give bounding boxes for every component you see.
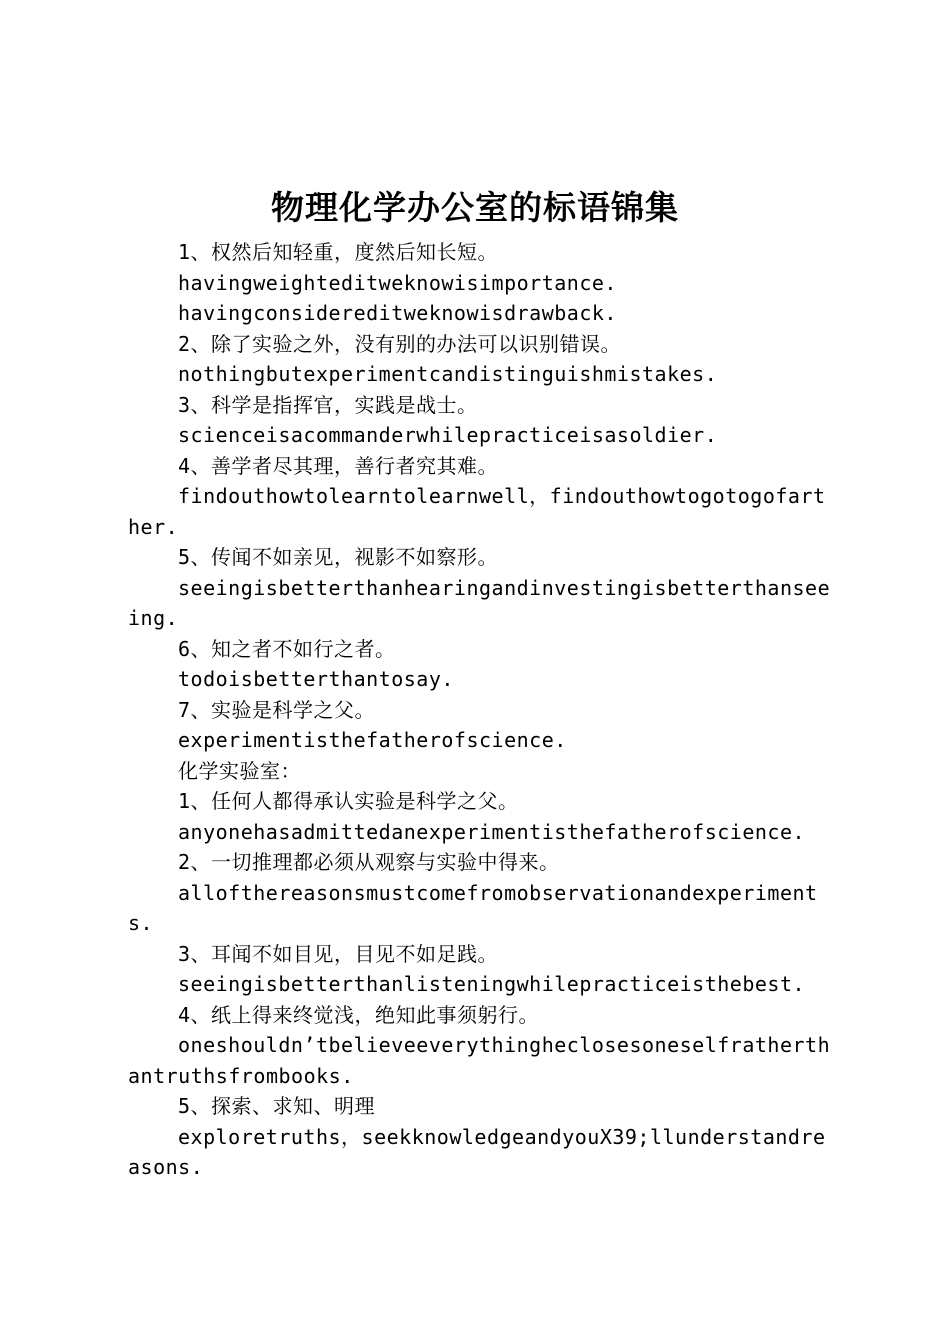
section-heading: 化学实验室： [178, 758, 301, 783]
body-line: 5、传闻不如亲见，视影不如察形。 [178, 545, 499, 569]
body-line: experimentisthefatherofscience. [178, 728, 567, 752]
body-line: todoisbetterthantosay. [178, 667, 454, 691]
body-line: 2、一切推理都必须从观察与实验中得来。 [178, 850, 560, 874]
body-line: seeingisbetterthanhearingandinvestingisbetterthanseeing. [128, 575, 831, 630]
body-line: 2、除了实验之外，没有别的办法可以识别错误。 [178, 331, 622, 356]
body-line: 3、耳闻不如目见，目见不如足践。 [178, 941, 499, 966]
body-line: scienceisacommanderwhilepracticeisasoldier. [178, 423, 718, 447]
body-line: nothingbutexperimentcandistinguishmistakes. [178, 362, 718, 386]
body-line: havingweighteditweknowisimportance. [178, 270, 617, 295]
body-line: 3、科学是指挥官，实践是战士。 [178, 392, 478, 417]
document-body [128, 237, 832, 1183]
body-line: 7、实验是科学之父。 [178, 697, 376, 722]
body-line: 5、探索、求知、明理 [178, 1094, 376, 1118]
body-line: 1、任何人都得承认实验是科学之父。 [178, 789, 519, 813]
body-line: oneshouldn’tbelieveeverythingheclosesoneselfratherthantruthsfrombooks. [128, 1033, 831, 1088]
body-line: allofthereasonsmustcomefromobservationandexperiments. [128, 880, 818, 935]
body-line: findouthowtolearntolearnwell，findouthowtogotogofarther. [128, 484, 826, 539]
body-line: exploretruths，seekknowledgeandyouX39;llunderstandreasons. [128, 1124, 826, 1179]
body-line: havingconsidereditweknowisdrawback. [178, 301, 617, 325]
body-line: anyonehasadmittedanexperimentisthefatherofscience. [178, 819, 806, 844]
body-line: 6、知之者不如行之者。 [178, 636, 396, 661]
body-line: 4、纸上得来终觉浅，绝知此事须躬行。 [178, 1002, 540, 1027]
body-line: 4、善学者尽其理，善行者究其难。 [178, 453, 499, 478]
body-line: seeingisbetterthanlisteningwhilepracticeisthebest. [178, 972, 806, 996]
body-line: 1、权然后知轻重，度然后知长短。 [178, 240, 499, 264]
document-title: 物理化学办公室的标语锦集 [271, 188, 679, 227]
